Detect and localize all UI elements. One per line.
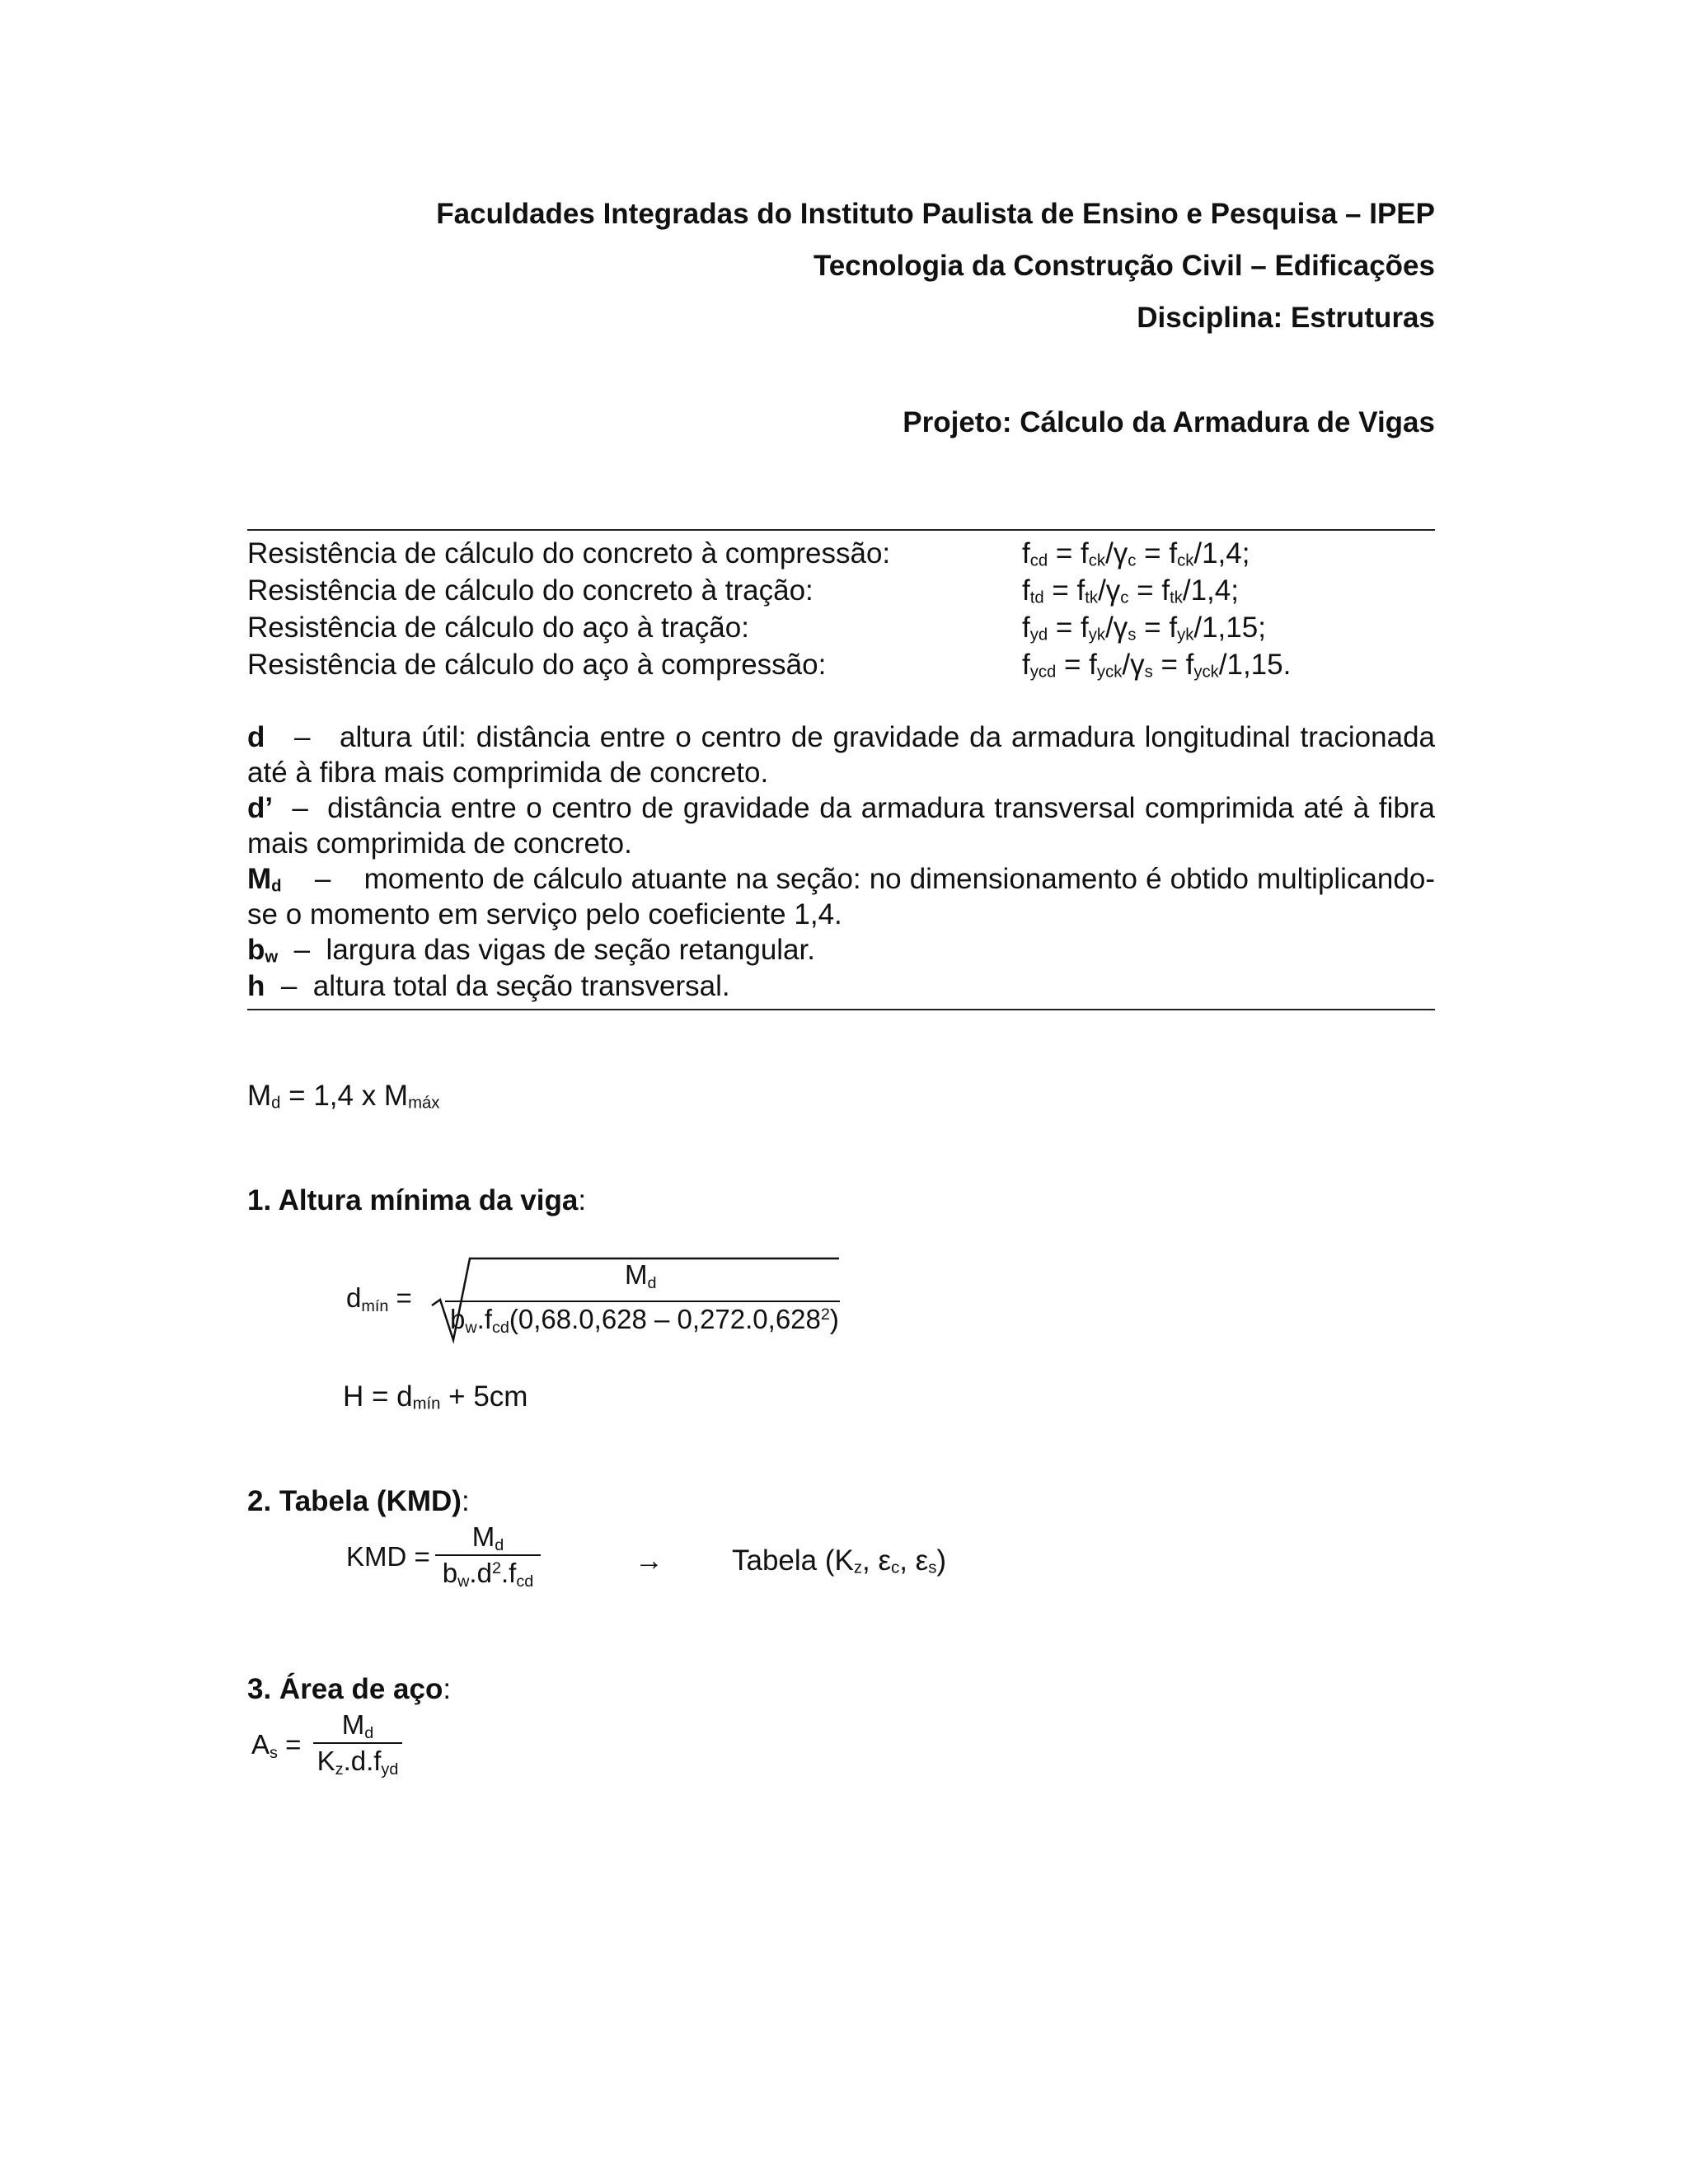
institution-title: Faculdades Integradas do Instituto Paulista de Ensino e Pesquisa – IPEP: [436, 198, 1435, 230]
resistance-label: Resistência de cálculo do concreto à tração:: [247, 574, 814, 607]
as-numerator: $M_d$: [341, 1709, 374, 1742]
kmd-fraction: [435, 1521, 541, 1589]
dmin-denominator: $b_w.f_{cd}(0,68.0,628 - 0,272.0,628^2)$: [450, 1304, 839, 1337]
fraction-bar: [313, 1742, 402, 1744]
resistance-label: Resistência de cálculo do concreto à compressão:: [247, 537, 891, 569]
resistance-formula: $f_{ycd} = f_{yck}/\gamma_s = f_{yck}/1,15$.: [1022, 649, 1292, 682]
bottom-divider: [247, 1009, 1435, 1010]
discipline-title: Disciplina: Estruturas: [1137, 302, 1435, 334]
resistance-row: [247, 573, 1435, 609]
dmin-lhs: $d_{mín}$ =: [346, 1282, 412, 1315]
resistance-formula: $f_{cd} = f_{ck}/\gamma_c = f_{ck}/1,4$;: [1022, 537, 1250, 570]
section1-title: 1. Altura mínima da viga:: [247, 1184, 587, 1216]
as-denominator: $K_z.d.f_{yd}$: [316, 1746, 399, 1779]
section2-title: 2. Tabela (KMD):: [247, 1485, 470, 1517]
resistance-formula: $f_{td} = f_{tk}/\gamma_c = f_{tk}/1,4$;: [1022, 574, 1239, 607]
dmin-numerator: $M_d$: [625, 1259, 657, 1292]
resistance-formula: $f_{yd} = f_{yk}/\gamma_s = f_{yk}/1,15$;: [1022, 612, 1266, 644]
resistance-row: [247, 610, 1435, 646]
fraction-bar: [435, 1554, 541, 1556]
definition-bw: $b_w$ – largura das vigas de seção retangular.: [247, 934, 815, 967]
as-fraction: [313, 1709, 402, 1777]
resistance-label: Resistência de cálculo do aço à tração:: [247, 612, 749, 644]
kmd-numerator: $M_d$: [471, 1521, 504, 1554]
top-divider: [247, 529, 1435, 531]
arrow-icon: →: [635, 1544, 663, 1577]
kmd-lhs: KMD =: [346, 1541, 430, 1572]
resistance-row: [247, 647, 1435, 683]
resistance-label: Resistência de cálculo do aço à compressão:: [247, 649, 827, 681]
table-reference: Tabela ($K_z$, $\varepsilon_c$, $\varepsilon_s$): [732, 1544, 947, 1577]
h-formula: $H = d_{mín} + 5cm$: [343, 1380, 528, 1413]
definition-h: h – altura total da seção transversal.: [247, 970, 730, 1002]
resistance-row: [247, 536, 1435, 572]
definition-md: $M_d$ – momento de cálculo atuante na seção: no dimensionamento é obtido multiplicando-se o momento em serviço pelo coeficiente 1,4.: [247, 863, 1435, 930]
kmd-denominator: $b_w.d^2.f_{cd}$: [442, 1558, 534, 1591]
md-formula: $M_d = 1,4$ x $M_{máx}$: [247, 1080, 440, 1113]
definition-d: d – altura útil: distância entre o centro de gravidade da armadura longitudinal tracionada até à fibra mais comprimida de concreto.: [247, 721, 1435, 789]
resistance-table: [247, 536, 1435, 684]
definition-d-prime: d’ – distância entre o centro de gravidade da armadura transversal comprimida até à fibra mais comprimida de concreto.: [247, 792, 1435, 860]
section3-title: 3. Área de aço:: [247, 1673, 452, 1705]
project-title: Projeto: Cálculo da Armadura de Vigas: [903, 406, 1435, 438]
as-lhs: $A_s$ =: [251, 1729, 302, 1762]
course-title: Tecnologia da Construção Civil – Edificações: [814, 250, 1435, 282]
